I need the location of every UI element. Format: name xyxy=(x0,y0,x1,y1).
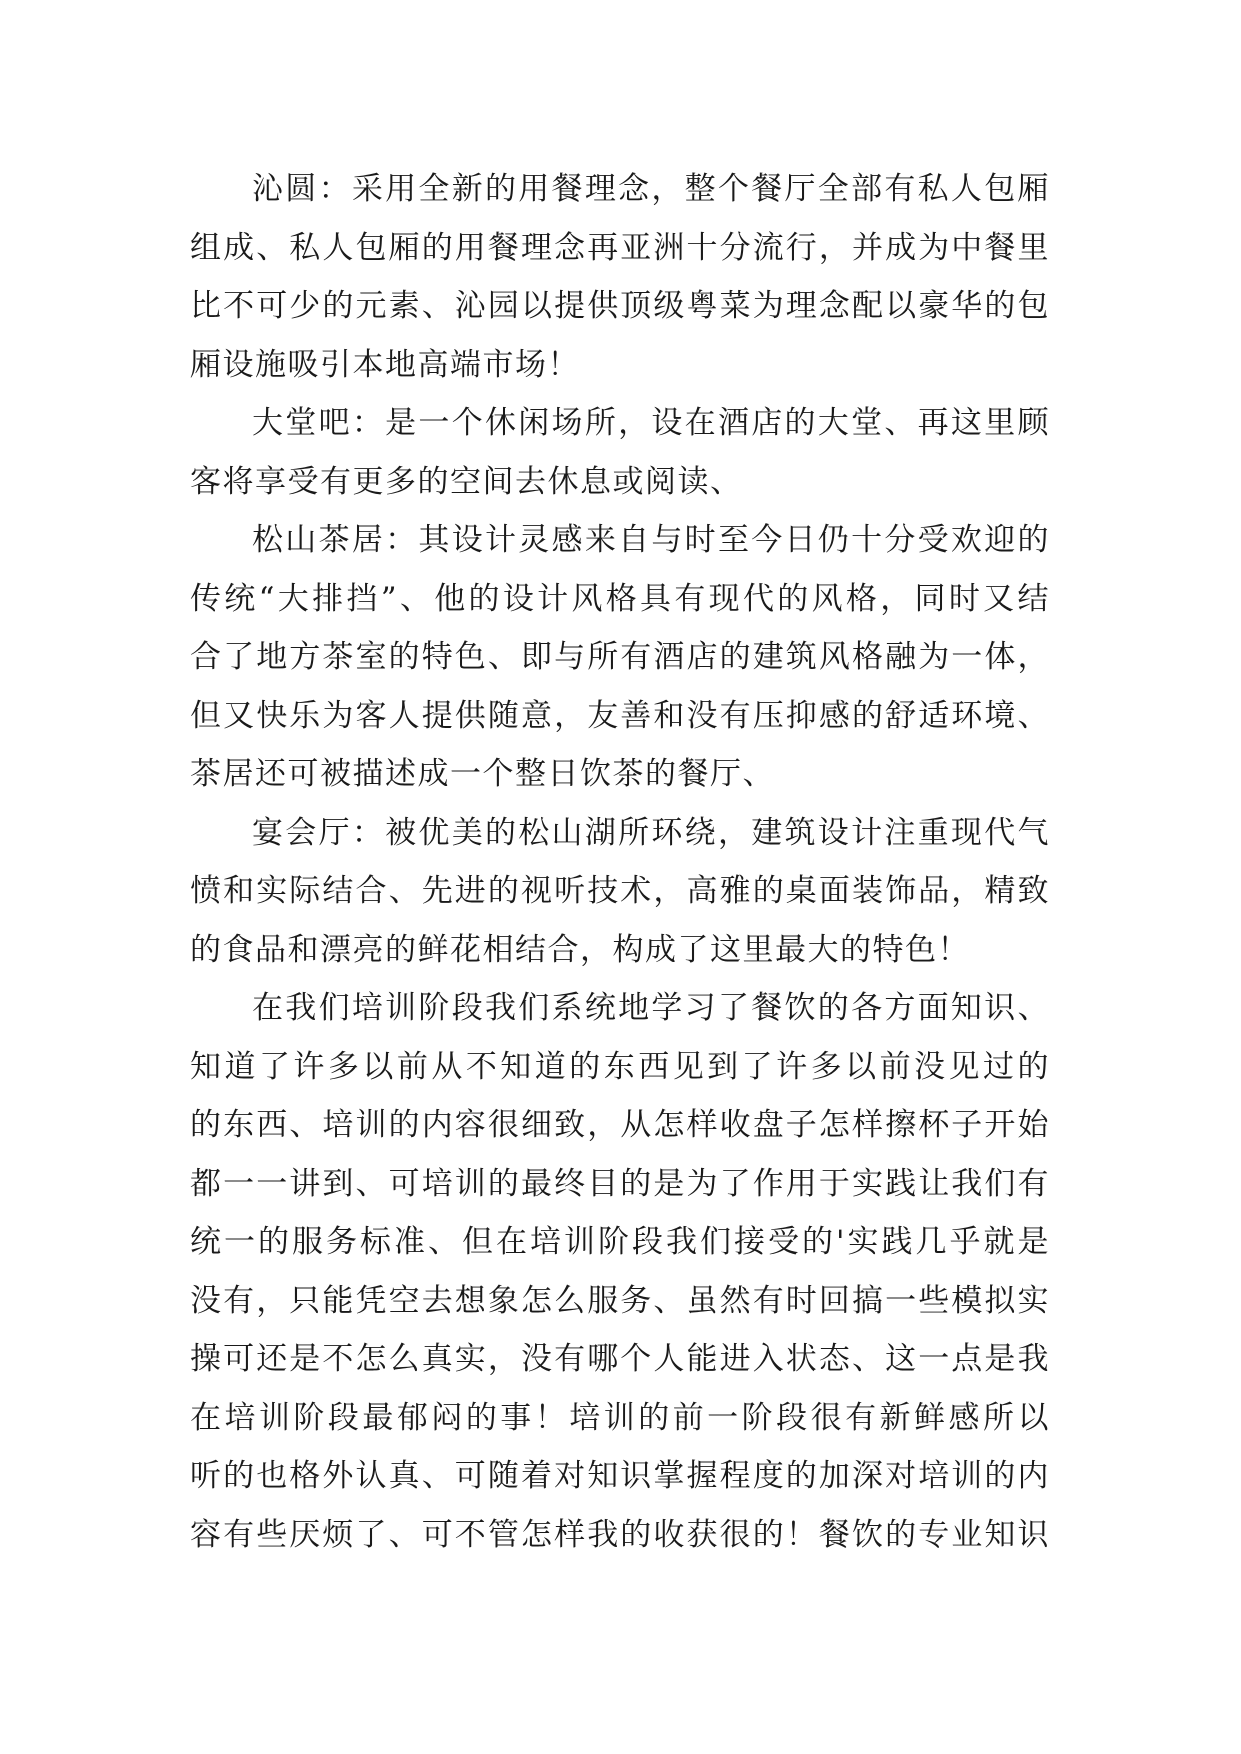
text-line: 在我们培训阶段我们系统地学习了餐饮的各方面知识、 xyxy=(252,990,1050,1026)
text-line: 没有，只能凭空去想象怎么服务、虽然有时回搞一些模拟实 xyxy=(190,1282,1050,1319)
document-body xyxy=(190,160,1050,1564)
text-line: 操可还是不怎么真实，没有哪个人能进入状态、这一点是我 xyxy=(190,1341,1050,1377)
text-line: 松山茶居：其设计灵感来自与时至今日仍十分受欢迎的 xyxy=(252,522,1050,558)
text-line: 愤和实际结合、先进的视听技术，高雅的桌面装饰品，精致 xyxy=(190,873,1050,909)
text-line: 大堂吧：是一个休闲场所，设在酒店的大堂、再这里顾 xyxy=(252,405,1050,441)
text-line: 统一的服务标准、但在培训阶段我们接受的'实践几乎就是 xyxy=(190,1224,1050,1260)
text-line: 传统“大排挡”、他的设计风格具有现代的风格，同时又结 xyxy=(190,580,1050,617)
text-line: 容有些厌烦了、可不管怎样我的收获很的！餐饮的专业知识 xyxy=(190,1516,1050,1553)
text-line: 合了地方茶室的特色、即与所有酒店的建筑风格融为一体， xyxy=(190,639,1050,675)
text-line: 厢设施吸引本地高端市场！ xyxy=(190,346,580,383)
text-line: 比不可少的元素、沁园以提供顶级粤菜为理念配以豪华的包 xyxy=(190,288,1050,324)
text-line: 沁圆：采用全新的用餐理念，整个餐厅全部有私人包厢 xyxy=(252,171,1050,207)
text-line: 都一一讲到、可培训的最终目的是为了作用于实践让我们有 xyxy=(190,1165,1050,1202)
text-line: 客将享受有更多的空间去休息或阅读、 xyxy=(190,463,743,500)
text-line: 听的也格外认真、可随着对知识掌握程度的加深对培训的内 xyxy=(190,1458,1050,1494)
text-line: 茶居还可被描述成一个整日饮茶的餐厅、 xyxy=(190,756,775,792)
text-line: 的食品和漂亮的鲜花相结合，构成了这里最大的特色！ xyxy=(190,931,970,968)
text-line: 在培训阶段最郁闷的事！培训的前一阶段很有新鲜感所以 xyxy=(190,1399,1050,1436)
text-line: 的东西、培训的内容很细致，从怎样收盘子怎样擦杯子开始 xyxy=(190,1107,1050,1143)
text-line: 组成、私人包厢的用餐理念再亚洲十分流行，并成为中餐里 xyxy=(190,229,1050,266)
text-line: 但又快乐为客人提供随意，友善和没有压抑感的舒适环境、 xyxy=(190,697,1050,734)
text-line: 知道了许多以前从不知道的东西见到了许多以前没见过的 xyxy=(190,1048,1050,1085)
text-line: 宴会厅：被优美的松山湖所环绕，建筑设计注重现代气 xyxy=(252,814,1050,851)
